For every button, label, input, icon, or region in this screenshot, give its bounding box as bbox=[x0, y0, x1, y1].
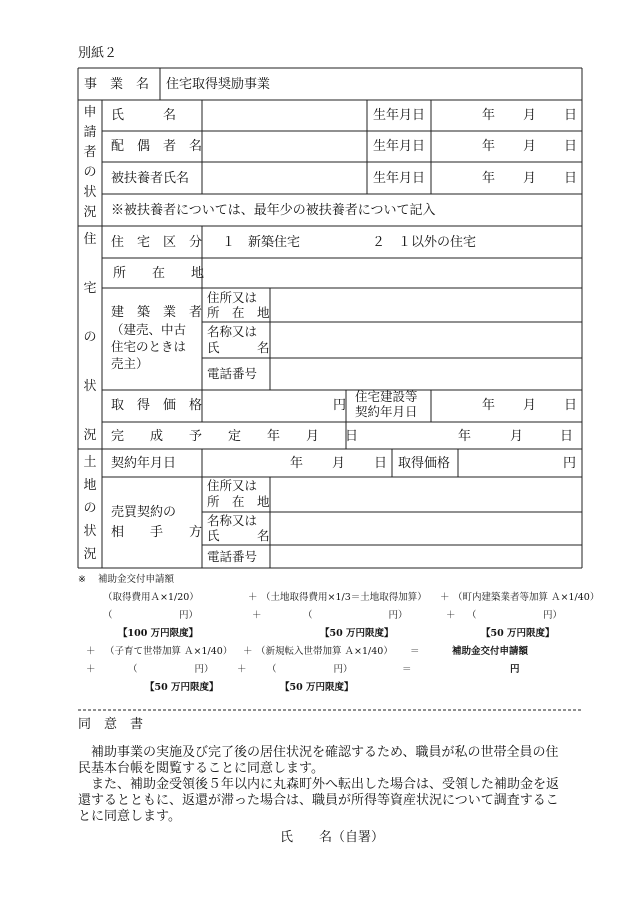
applicant-name-label: 氏 名 bbox=[111, 108, 177, 123]
land-section-char: 況 bbox=[83, 547, 97, 562]
limit-50: 【50 万円限度】 bbox=[320, 628, 394, 639]
day-label: 日 bbox=[564, 139, 578, 154]
applicant-section-char: 状 bbox=[83, 185, 97, 200]
seller-label: 相 手 方 bbox=[111, 525, 203, 540]
builder-note: 住宅のときは bbox=[111, 339, 187, 354]
applicant-section-char: 請 bbox=[83, 125, 97, 140]
calc-title: 補助金交付申請額 bbox=[98, 574, 175, 585]
calc-value-new-resident[interactable]: （ 円） bbox=[267, 664, 353, 675]
builder-name-label: 氏 名 bbox=[207, 340, 270, 355]
yen-label: 円 bbox=[563, 456, 577, 471]
project-name-label: 事 業 名 bbox=[84, 77, 150, 92]
plus-sign: ＋ bbox=[86, 664, 96, 675]
housing-option-new[interactable]: １ 新築住宅 bbox=[222, 235, 301, 250]
yen-label: 円 bbox=[333, 398, 347, 413]
seller-phone-label: 電話番号 bbox=[207, 549, 258, 564]
consent-paragraph-line: 民基本台帳を閲覧することに同意します。 bbox=[78, 761, 324, 776]
housing-location-label: 所 在 地 bbox=[113, 266, 205, 281]
applicant-section-char: 者 bbox=[83, 145, 97, 160]
year-label: 年 bbox=[482, 139, 496, 154]
seller-name-label: 氏 名 bbox=[207, 528, 270, 543]
land-contract-date-label: 契約年月日 bbox=[111, 456, 177, 471]
year-label: 年 bbox=[482, 398, 496, 413]
land-price-field[interactable] bbox=[459, 450, 559, 476]
housing-location-field[interactable] bbox=[203, 259, 581, 287]
month-label: 月 bbox=[523, 398, 537, 413]
month-label: 月 bbox=[510, 429, 524, 444]
housing-option-other[interactable]: ２ １以外の住宅 bbox=[372, 235, 477, 250]
seller-name-field[interactable] bbox=[271, 513, 581, 544]
plus-sign: ＋ bbox=[446, 610, 456, 621]
calc-term-acquisition: （取得費用Ａ×1/20） bbox=[103, 592, 199, 603]
applicant-birthdate-label: 生年月日 bbox=[373, 108, 426, 123]
calc-total-label: 補助金交付申請額 bbox=[452, 646, 529, 657]
day-label: 日 bbox=[564, 108, 578, 123]
housing-section-char: 状 bbox=[83, 379, 97, 394]
dependent-birthdate-label: 生年月日 bbox=[373, 171, 426, 186]
housing-section-char: 住 bbox=[83, 232, 97, 247]
builder-address-field[interactable] bbox=[271, 289, 581, 321]
form-attachment-label: 別紙２ bbox=[78, 46, 118, 61]
contract-date-label: 住宅建設等 bbox=[355, 389, 418, 404]
calc-term-childcare: （子育て世帯加算 Ａ×1/40） bbox=[105, 646, 233, 657]
seller-label: 売買契約の bbox=[111, 505, 177, 520]
builder-name-label: 名称又は bbox=[207, 324, 258, 339]
project-name-value: 住宅取得奨励事業 bbox=[166, 77, 271, 92]
applicant-section-char: の bbox=[83, 165, 97, 180]
calc-value-local-builder[interactable]: （ 円） bbox=[467, 610, 563, 621]
seller-address-label: 住所又は bbox=[207, 478, 258, 493]
day-label: 日 bbox=[564, 398, 578, 413]
seller-address-field[interactable] bbox=[271, 478, 581, 511]
month-label: 月 bbox=[332, 456, 346, 471]
applicant-section-char: 申 bbox=[83, 105, 97, 120]
consent-title: 同 意 書 bbox=[78, 717, 144, 732]
builder-address-label: 所 在 地 bbox=[207, 305, 270, 320]
limit-50: 【50 万円限度】 bbox=[280, 682, 354, 693]
day-label: 日 bbox=[564, 171, 578, 186]
day-label: 日 bbox=[560, 429, 574, 444]
builder-address-label: 住所又は bbox=[207, 290, 258, 305]
calc-star: ※ bbox=[78, 574, 86, 585]
seller-phone-field[interactable] bbox=[271, 546, 581, 567]
spouse-name-label: 配 偶 者 名 bbox=[111, 139, 203, 154]
day-label: 日 bbox=[374, 456, 388, 471]
builder-phone-field[interactable] bbox=[271, 359, 581, 389]
plus-sign: ＋ bbox=[243, 646, 253, 657]
land-section-char: の bbox=[83, 501, 97, 516]
contract-date-label: 契約年月日 bbox=[355, 404, 418, 419]
month-label: 月 bbox=[523, 108, 537, 123]
calc-term-new-resident: （新規転入世帯加算 Ａ×1/40） bbox=[256, 646, 393, 657]
equals-sign: ＝ bbox=[410, 646, 420, 657]
plus-sign: ＋ bbox=[248, 592, 258, 603]
acquisition-price-field[interactable] bbox=[203, 391, 333, 421]
plus-sign: ＋ bbox=[252, 610, 262, 621]
month-label: 月 bbox=[523, 171, 537, 186]
land-section-char: 土 bbox=[83, 455, 97, 470]
consent-paragraph-line: 補助事業の実施及び完了後の居住状況を確認するため、職員が私の世帯全員の住 bbox=[78, 745, 559, 760]
year-label: 年 bbox=[482, 108, 496, 123]
housing-category-label: 住 宅 区 分 bbox=[111, 235, 203, 250]
year-label: 年 bbox=[482, 171, 496, 186]
month-label: 月 bbox=[523, 139, 537, 154]
dependent-note: ※被扶養者については、最年少の被扶養者について記入 bbox=[111, 203, 436, 218]
spouse-name-field[interactable] bbox=[203, 132, 366, 161]
acquisition-price-label: 取 得 価 格 bbox=[111, 398, 203, 413]
applicant-name-field[interactable] bbox=[203, 101, 366, 130]
plus-sign: ＋ bbox=[86, 646, 96, 657]
equals-sign: ＝ bbox=[402, 664, 412, 675]
calc-value-land[interactable]: （ 円） bbox=[303, 610, 408, 621]
housing-section-char: 宅 bbox=[83, 281, 97, 296]
consent-paragraph-line: また、補助金受領後５年以内に丸森町外へ転出した場合は、受領した補助金を返 bbox=[78, 777, 560, 792]
consent-paragraph-line: とに同意します。 bbox=[78, 809, 181, 824]
land-price-label: 取得価格 bbox=[398, 456, 451, 471]
builder-name-field[interactable] bbox=[271, 323, 581, 357]
calc-value-childcare[interactable]: （ 円） bbox=[128, 664, 214, 675]
completion-date-label: 完 成 予 定 年 月 日 bbox=[111, 429, 359, 444]
plus-sign: ＋ bbox=[440, 592, 450, 603]
year-label: 年 bbox=[458, 429, 472, 444]
calc-value-acquisition[interactable]: （ 円） bbox=[103, 610, 199, 621]
limit-100: 【100 万円限度】 bbox=[118, 628, 199, 639]
signature-field[interactable] bbox=[400, 825, 580, 849]
calc-total-value[interactable]: 円 bbox=[510, 664, 520, 675]
limit-50: 【50 万円限度】 bbox=[481, 628, 555, 639]
builder-note: （建売、中古 bbox=[111, 322, 187, 337]
seller-name-label: 名称又は bbox=[207, 513, 258, 528]
limit-50: 【50 万円限度】 bbox=[145, 682, 219, 693]
builder-phone-label: 電話番号 bbox=[207, 366, 258, 381]
year-label: 年 bbox=[290, 456, 304, 471]
housing-section-char: の bbox=[83, 330, 97, 345]
spouse-birthdate-label: 生年月日 bbox=[373, 139, 426, 154]
consent-paragraph-line: 還するとともに、返還が滞った場合は、職員が所得等資産状況について調査するこ bbox=[78, 793, 559, 808]
applicant-section-char: 況 bbox=[83, 205, 97, 220]
dependent-name-field[interactable] bbox=[203, 163, 366, 193]
dependent-name-label: 被扶養者氏名 bbox=[111, 171, 190, 186]
calc-term-local-builder: （町内建築業者等加算 Ａ×1/40） bbox=[453, 592, 600, 603]
land-section-char: 地 bbox=[83, 478, 97, 493]
housing-section-char: 況 bbox=[83, 428, 97, 443]
builder-note: 売主） bbox=[111, 356, 149, 371]
seller-address-label: 所 在 地 bbox=[207, 494, 270, 509]
calc-term-land: （土地取得費用×1/3＝土地取得加算） bbox=[261, 592, 427, 603]
plus-sign: ＋ bbox=[237, 664, 247, 675]
land-section-char: 状 bbox=[83, 524, 97, 539]
signature-label: 氏 名（自署） bbox=[280, 830, 385, 845]
builder-label: 建 築 業 者 bbox=[111, 305, 203, 320]
